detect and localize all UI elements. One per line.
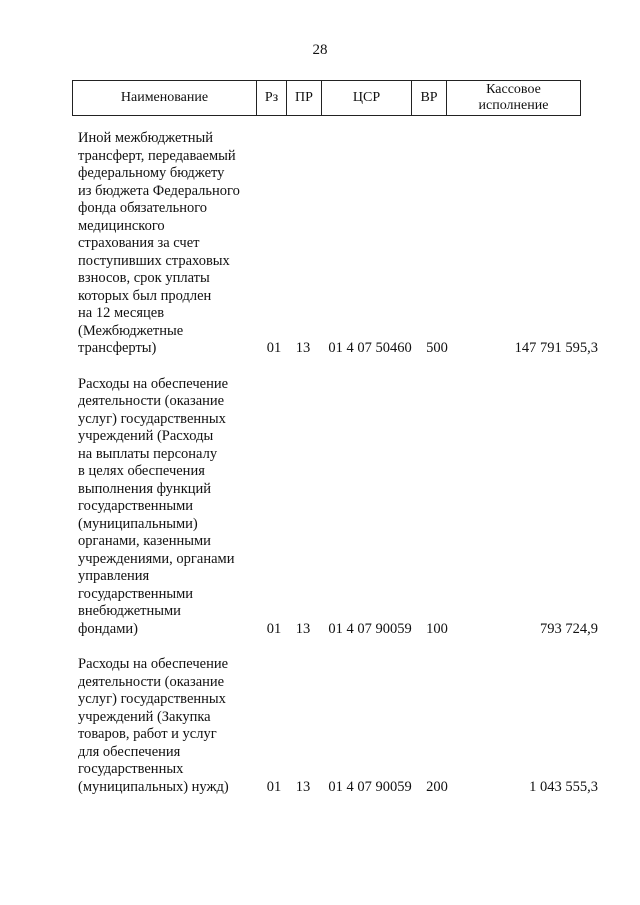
header-name: Наименование [120,90,209,105]
row-name-line: трансферты) [78,340,157,356]
row-name-line: услуг) государственных [78,691,226,707]
row-vr: 500 [426,340,448,356]
row-vr: 200 [426,778,448,795]
row-name [78,656,256,796]
row-rz: 01 [266,620,282,637]
row-pr: 13 [295,778,311,795]
row-name-line: товаров, работ и услуг [78,726,217,742]
table-row [78,375,598,639]
row-pr: 13 [295,620,311,637]
header-cash-execution-line1: Кассовое [486,82,541,97]
row-csr: 01 4 07 50460 [328,340,412,356]
row-name-line: (муниципальными) [78,515,198,532]
header-rz: Рз [256,81,286,115]
row-csr: 01 4 07 90059 [328,778,412,795]
row-name-line: поступивших страховых [78,252,230,269]
row-name-line: из бюджета Федерального [78,182,240,199]
row-name-line: федеральному бюджету [78,165,225,181]
row-vr: 100 [426,620,448,637]
row-name-line: управления [78,568,150,584]
row-name-line: взносов, срок уплаты [78,270,210,286]
row-name [78,130,256,358]
row-name-line: (Межбюджетные [78,322,184,339]
header-vr: ВР [411,81,446,115]
row-name-line: Расходы на обеспечение [78,375,229,392]
row-rz: 01 [266,340,282,356]
row-values [256,340,598,358]
row-name-line: деятельности (оказание [78,673,225,690]
row-name-line: государственными [78,498,194,514]
row-name-line: выполнения функций [78,480,212,497]
row-pr: 13 [295,340,311,356]
row-cash-execution: 793 724,9 [540,620,598,637]
header-cash-execution-line2: исполнение [478,98,549,113]
row-name-line: учреждений (Закупка [78,708,211,725]
row-name-line: на 12 месяцев [78,305,165,321]
row-name [78,376,256,639]
row-name-line: органами, казенными [78,533,211,549]
row-cash-execution: 1 043 555,3 [529,778,598,795]
row-name-line: учреждений (Расходы [78,428,214,444]
row-name-line: страхования за счет [78,235,200,251]
row-name-line: государственными [78,585,194,602]
row-name-line: государственных [78,761,184,777]
row-name-line: Расходы на обеспечение [78,656,229,672]
row-name-line: трансферт, передаваемый [78,147,236,164]
row-name-line: в целях обеспечения [78,463,205,479]
row-values [256,621,598,639]
row-rz: 01 [266,778,282,795]
row-name-line: медицинского [78,217,165,234]
row-name-line: услуг) государственных [78,410,226,427]
row-name-line: учреждениями, органами [78,550,235,567]
row-name-line: фонда обязательного [78,200,208,216]
row-name-line: (муниципальных) нужд) [78,778,229,795]
row-values [256,779,598,797]
header-pr: ПР [286,81,321,115]
row-name-line: для обеспечения [78,743,181,760]
row-name-line: Иной межбюджетный [78,130,214,146]
header-csr: ЦСР [321,81,411,115]
row-csr: 01 4 07 90059 [328,620,412,637]
row-name-line: которых был продлен [78,287,212,304]
header-cash-execution [446,81,580,115]
row-name-line: деятельности (оказание [78,393,225,409]
row-cash-execution: 147 791 595,3 [514,340,598,356]
row-name-line: на выплаты персоналу [78,445,218,462]
table-header [72,80,581,116]
table-body [78,130,598,814]
table-row [78,130,598,358]
row-name-line: фондами) [78,620,138,637]
table-row [78,656,598,796]
page-number: 28 [312,42,328,58]
row-name-line: внебюджетными [78,603,181,619]
